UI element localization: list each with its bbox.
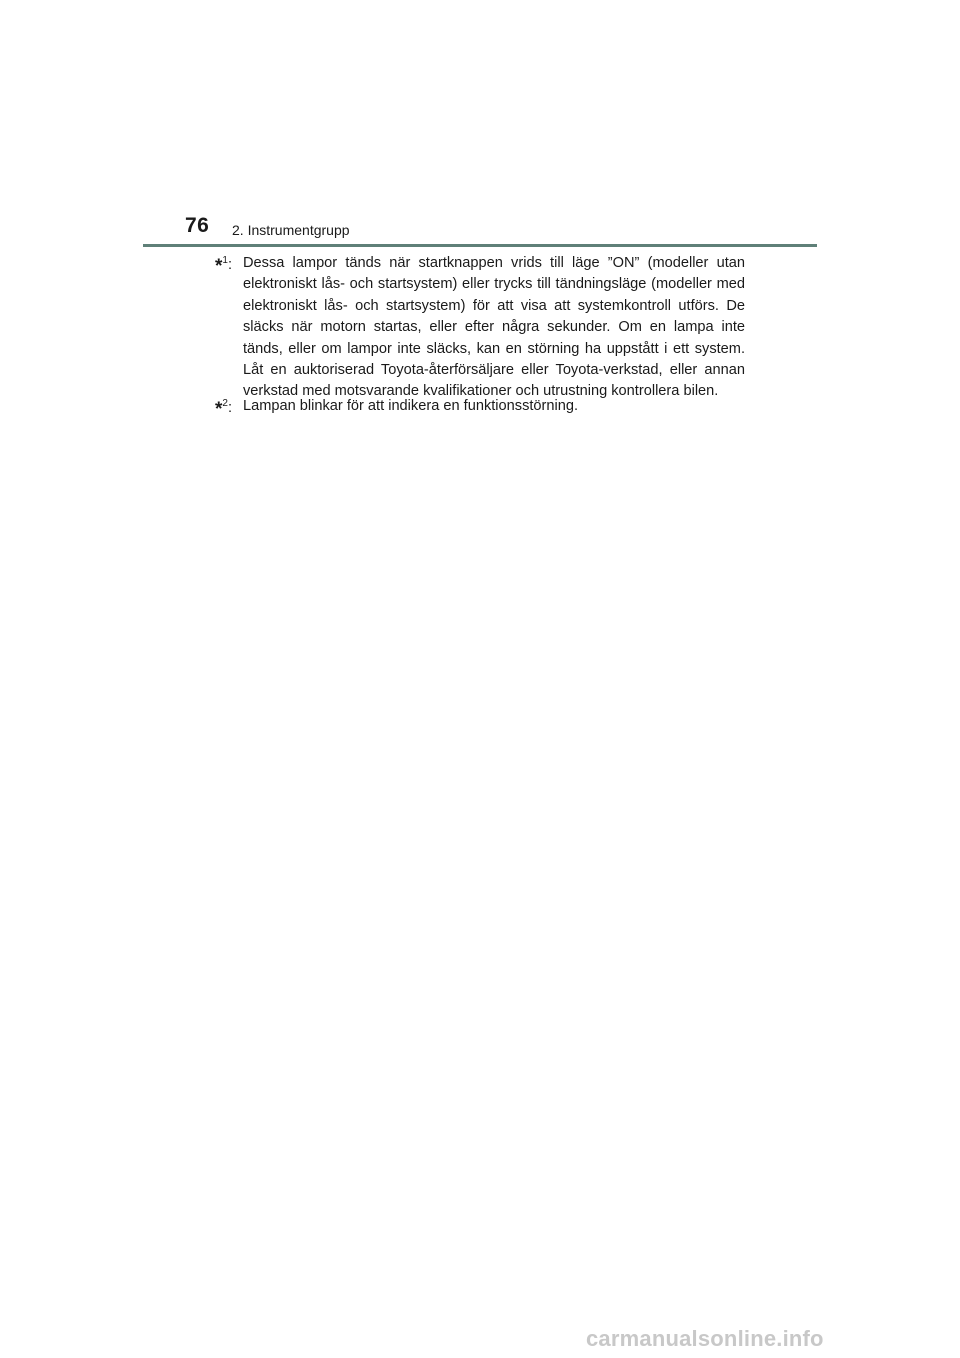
footnote-marker [215,396,232,419]
footnote-number: 1 [222,255,228,267]
asterisk-icon: * [215,256,223,277]
header-rule [143,244,817,247]
section-title: 2. Instrumentgrupp [232,222,350,238]
footnote-number: 2 [222,398,228,410]
footnote-text: Lampan blinkar för att indikera en funktionsstörning. [243,398,579,414]
footnote-separator: : [227,400,233,416]
footnote-text: Dessa lampor tänds när startknappen vrids till läge ”ON” (modeller utan elektroniskt lås- och startsystem) eller trycks till tändningsläge (modeller med elektroniskt lås- och startsystem) för att visa att systemkontroll utförs. De släcks när motorn startas, eller efter några sekunder. Om en lampa inte tänds, eller om lampor inte släcks, kan en störning ha uppstått i ett system. Låt en auktoriserad Toyota-återförsäljare eller Toyota-verkstad, eller annan verkstad med motsvarande kvalifikationer och utrustning kontrollera bilen. [243,255,745,400]
footnote-marker [215,253,232,276]
footnote-1 [215,253,745,403]
footnote-2 [215,396,745,420]
asterisk-icon: * [215,399,223,420]
footnote-separator: : [227,257,233,273]
watermark: carmanualsonline.info [586,1326,824,1351]
page-number: 76 [185,214,210,237]
